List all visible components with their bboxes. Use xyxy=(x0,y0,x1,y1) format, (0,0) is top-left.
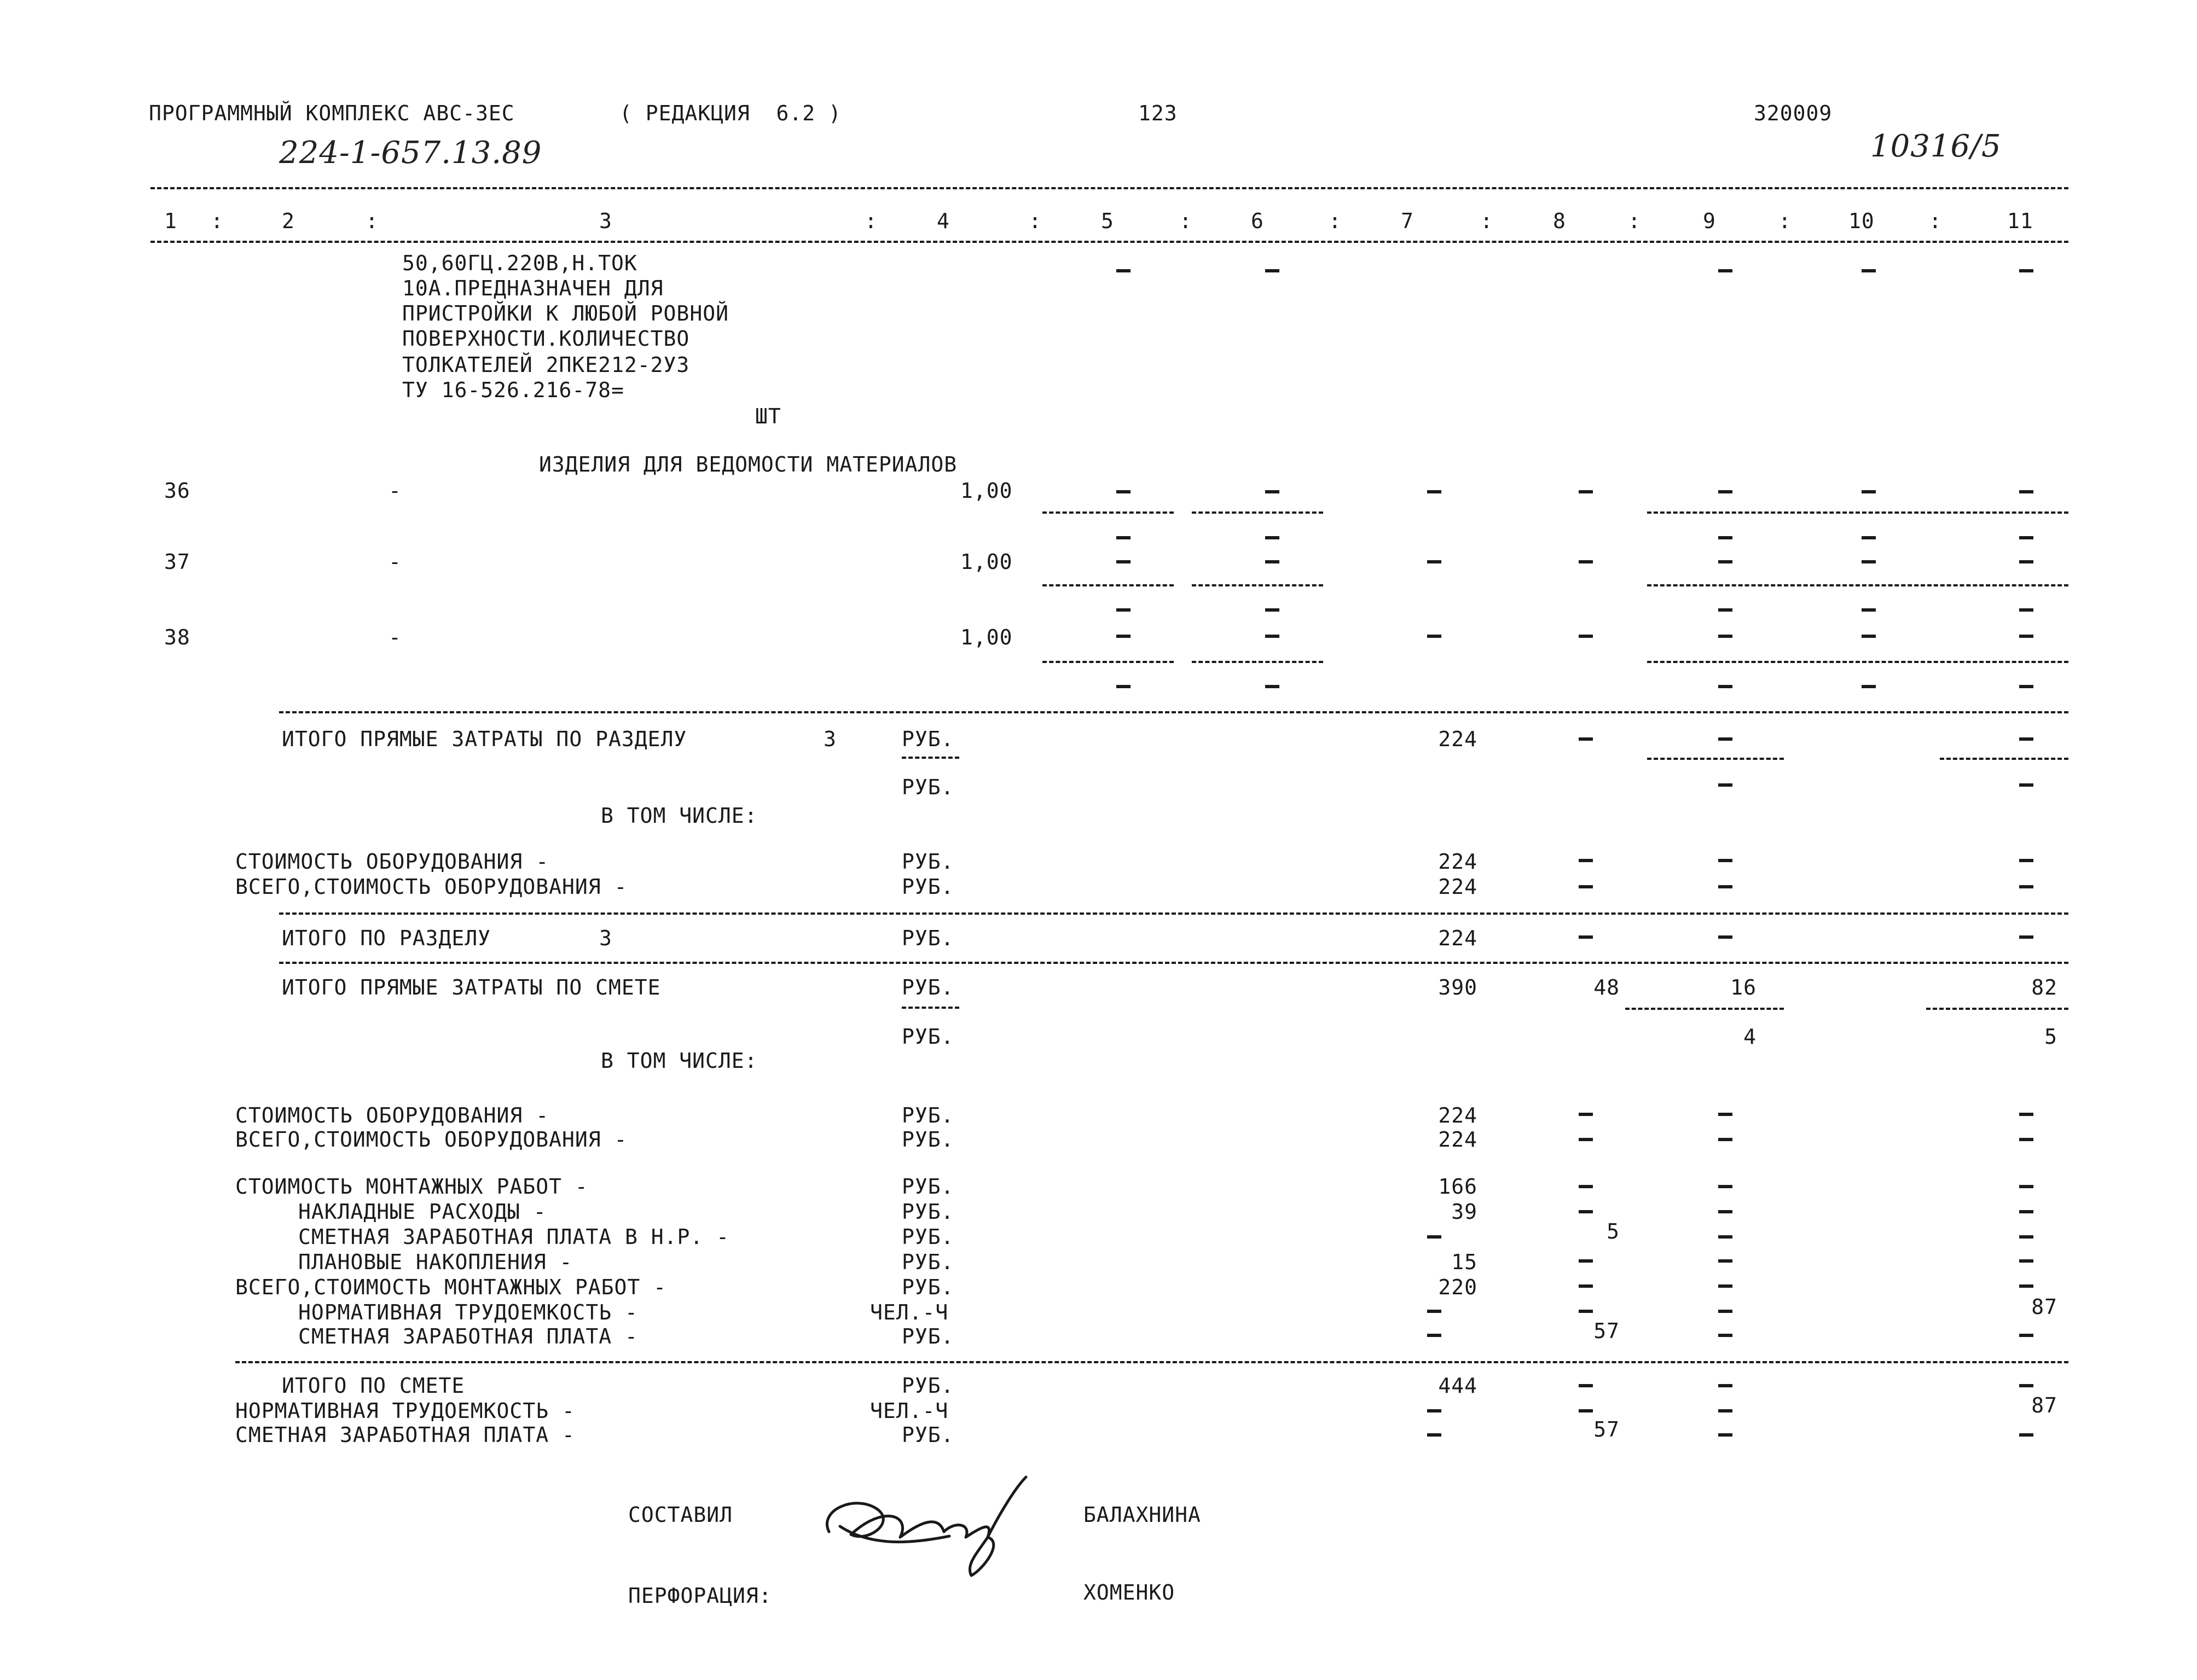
subtotal-rule xyxy=(1192,511,1323,514)
total-label: ПЛАНОВЫЕ НАКОПЛЕНИЯ - xyxy=(298,1250,573,1274)
dash xyxy=(1718,935,1732,939)
signature xyxy=(807,1472,1037,1581)
total-label: ВСЕГО,СТОИМОСТЬ МОНТАЖНЫХ РАБОТ - xyxy=(235,1275,666,1299)
subtotal-rule xyxy=(1647,584,2068,586)
row-quantity: 1,00 xyxy=(960,550,1013,574)
in-that-number-label: В ТОМ ЧИСЛЕ: xyxy=(601,804,758,828)
dash xyxy=(1579,1384,1593,1387)
in-that-number-label: В ТОМ ЧИСЛЕ: xyxy=(601,1049,758,1073)
col-separator: : xyxy=(1329,209,1342,233)
col-separator: : xyxy=(1778,209,1792,233)
dash xyxy=(1862,608,1876,612)
dash xyxy=(1579,1210,1593,1213)
dash xyxy=(1427,1235,1441,1239)
unit-underline xyxy=(902,1007,959,1009)
col-header-5: 5 xyxy=(1101,209,1114,233)
dash xyxy=(2019,490,2033,493)
totals-rule xyxy=(235,1361,2068,1363)
section-number: 3 xyxy=(824,727,837,751)
description-line: ТУ 16-526.216-78= xyxy=(402,378,624,402)
dash xyxy=(1579,1138,1593,1141)
dash xyxy=(1116,560,1131,563)
unit: РУБ. xyxy=(902,1225,954,1249)
dash xyxy=(1265,269,1279,272)
dash xyxy=(1718,1433,1732,1437)
dash xyxy=(1427,1433,1441,1437)
dash xyxy=(2019,1334,2033,1337)
dash xyxy=(1718,536,1732,539)
col7-value: 224 xyxy=(1438,1103,1477,1127)
dash xyxy=(1265,560,1279,563)
col-separator: : xyxy=(1179,209,1192,233)
dash xyxy=(1718,685,1732,688)
dash xyxy=(1718,1384,1732,1387)
unit: РУБ. xyxy=(902,1200,954,1224)
compiled-by-name: БАЛАХНИНА xyxy=(1083,1503,1201,1527)
subtotal-rule xyxy=(1647,511,2068,514)
unit: РУБ. xyxy=(902,926,954,950)
dash xyxy=(2019,1210,2033,1213)
subtotal-rule xyxy=(1042,511,1174,514)
row-quantity: 1,00 xyxy=(960,625,1013,649)
dash xyxy=(1427,560,1441,563)
dash xyxy=(1862,560,1876,563)
dash xyxy=(2019,560,2033,563)
section-heading: ИЗДЕЛИЯ ДЛЯ ВЕДОМОСТИ МАТЕРИАЛОВ xyxy=(539,452,958,476)
total-label: ИТОГО ПРЯМЫЕ ЗАТРАТЫ ПО СМЕТЕ xyxy=(282,975,661,999)
unit: РУБ. xyxy=(902,1423,954,1447)
unit: ЧЕЛ.-Ч xyxy=(870,1399,949,1423)
handwritten-project-number: 224-1-657.13.89 xyxy=(279,135,542,171)
section-number: 3 xyxy=(599,926,612,950)
dash xyxy=(1579,737,1593,741)
dash xyxy=(1718,783,1732,787)
unit: РУБ. xyxy=(902,775,954,799)
dash xyxy=(1718,1138,1732,1141)
dash xyxy=(1579,1284,1593,1288)
dash xyxy=(1862,635,1876,638)
col7-value: 166 xyxy=(1438,1175,1477,1199)
dash xyxy=(1265,536,1279,539)
dash xyxy=(2019,635,2033,638)
col-separator: : xyxy=(1029,209,1042,233)
program-name: ПРОГРАММНЫЙ КОМПЛЕКС АВС-3ЕС xyxy=(149,101,515,125)
dash xyxy=(1116,490,1131,493)
col-separator: : xyxy=(211,209,224,233)
total-label: НОРМАТИВНАЯ ТРУДОЕМКОСТЬ - xyxy=(235,1399,575,1423)
col8-value: 48 xyxy=(1593,975,1620,999)
dash xyxy=(1718,1113,1732,1116)
dash xyxy=(1265,685,1279,688)
col-header-4: 4 xyxy=(937,209,950,233)
dash xyxy=(1718,560,1732,563)
dash xyxy=(2019,269,2033,272)
col11-value: 87 xyxy=(2031,1295,2057,1319)
dash xyxy=(1718,885,1732,888)
dash xyxy=(1579,1185,1593,1188)
totals-rule xyxy=(279,912,2068,915)
unit: РУБ. xyxy=(902,975,954,999)
dash xyxy=(1579,1409,1593,1412)
col7-value: 224 xyxy=(1438,875,1477,899)
row-number: 36 xyxy=(164,479,190,503)
dash xyxy=(1718,1185,1732,1188)
description-line: ТОЛКАТЕЛЕЙ 2ПКЕ212-2У3 xyxy=(402,353,690,377)
col-header-8: 8 xyxy=(1553,209,1566,233)
perforation-name: ХОМЕНКО xyxy=(1083,1580,1175,1605)
dash xyxy=(1718,737,1732,741)
subtotal-rule xyxy=(1647,661,2068,663)
dash xyxy=(1265,490,1279,493)
col7-value: 444 xyxy=(1438,1374,1477,1398)
description-line: ПРИСТРОЙКИ К ЛЮБОЙ РОВНОЙ xyxy=(402,301,729,325)
total-label: ИТОГО ПО РАЗДЕЛУ xyxy=(282,926,491,950)
dash xyxy=(1718,608,1732,612)
dash xyxy=(1718,859,1732,862)
dash xyxy=(2019,1235,2033,1239)
col9-value: 4 xyxy=(1743,1025,1757,1049)
unit: РУБ. xyxy=(902,1250,954,1274)
dash xyxy=(1265,635,1279,638)
col-header-2: 2 xyxy=(282,209,295,233)
description-line: ПОВЕРХНОСТИ.КОЛИЧЕСТВО xyxy=(402,327,690,351)
dash xyxy=(1718,1310,1732,1313)
compiled-by-label: СОСТАВИЛ xyxy=(628,1503,733,1527)
page-number: 123 xyxy=(1138,101,1178,125)
row-col2: - xyxy=(389,550,402,574)
col11-value: 87 xyxy=(2031,1393,2057,1417)
unit: РУБ. xyxy=(902,1275,954,1299)
total-label: СТОИМОСТЬ ОБОРУДОВАНИЯ - xyxy=(235,850,549,874)
subtotal-rule xyxy=(1625,1008,1784,1010)
dash xyxy=(1862,536,1876,539)
dash xyxy=(1116,536,1131,539)
dash xyxy=(1116,685,1131,688)
dash xyxy=(1265,608,1279,612)
total-label: СТОИМОСТЬ МОНТАЖНЫХ РАБОТ - xyxy=(235,1175,588,1199)
totals-rule xyxy=(279,711,2068,713)
dash xyxy=(2019,1259,2033,1263)
col8-value: 57 xyxy=(1593,1319,1620,1343)
col8-value: 5 xyxy=(1607,1219,1620,1243)
dash xyxy=(2019,608,2033,612)
total-label: НОРМАТИВНАЯ ТРУДОЕМКОСТЬ - xyxy=(298,1300,638,1324)
dash xyxy=(1718,635,1732,638)
row-number: 38 xyxy=(164,625,190,649)
subtotal-rule xyxy=(1192,584,1323,586)
handwritten-sheet-number: 10316/5 xyxy=(1870,129,2002,164)
dash xyxy=(1862,685,1876,688)
unit: РУБ. xyxy=(902,727,954,751)
col-separator: : xyxy=(366,209,379,233)
dash xyxy=(1579,1259,1593,1263)
dash xyxy=(1116,608,1131,612)
unit: РУБ. xyxy=(902,1025,954,1049)
col11-value: 82 xyxy=(2031,975,2057,999)
dash xyxy=(2019,1138,2033,1141)
dash xyxy=(1718,1409,1732,1412)
dash xyxy=(1579,1310,1593,1313)
dash xyxy=(2019,536,2033,539)
dash xyxy=(1718,490,1732,493)
unit: РУБ. xyxy=(902,1175,954,1199)
dash xyxy=(1718,269,1732,272)
col-header-3: 3 xyxy=(599,209,612,233)
dash xyxy=(1718,1259,1732,1263)
description-line: 10А.ПРЕДНАЗНАЧЕН ДЛЯ xyxy=(402,276,664,300)
header-rule-bottom xyxy=(150,241,2068,243)
header-rule-top xyxy=(150,187,2068,189)
total-label: СТОИМОСТЬ ОБОРУДОВАНИЯ - xyxy=(235,1103,549,1127)
dash xyxy=(1579,635,1593,638)
totals-rule xyxy=(279,962,2068,964)
col7-value: 224 xyxy=(1438,926,1477,950)
col-separator: : xyxy=(1480,209,1493,233)
dash xyxy=(2019,1384,2033,1387)
dash xyxy=(1427,1334,1441,1337)
col7-value: 15 xyxy=(1451,1250,1477,1274)
dash xyxy=(2019,685,2033,688)
dash xyxy=(1718,1210,1732,1213)
dash xyxy=(2019,1113,2033,1116)
dash xyxy=(1427,490,1441,493)
col-separator: : xyxy=(1929,209,1942,233)
unit: РУБ. xyxy=(902,1127,954,1152)
row-number: 37 xyxy=(164,550,190,574)
col7-value: 220 xyxy=(1438,1275,1477,1299)
col-header-1: 1 xyxy=(164,209,177,233)
dash xyxy=(2019,737,2033,741)
total-label: ВСЕГО,СТОИМОСТЬ ОБОРУДОВАНИЯ - xyxy=(235,875,628,899)
dash xyxy=(2019,885,2033,888)
dash xyxy=(1579,490,1593,493)
col7-value: 224 xyxy=(1438,850,1477,874)
subtotal-rule xyxy=(1042,584,1174,586)
dash xyxy=(1718,1235,1732,1239)
col-header-7: 7 xyxy=(1401,209,1414,233)
dash xyxy=(1579,859,1593,862)
unit: РУБ. xyxy=(902,875,954,899)
dash xyxy=(2019,1433,2033,1437)
col-header-6: 6 xyxy=(1251,209,1264,233)
dash xyxy=(2019,859,2033,862)
col-header-9: 9 xyxy=(1703,209,1716,233)
total-label: СМЕТНАЯ ЗАРАБОТНАЯ ПЛАТА В Н.Р. - xyxy=(298,1225,729,1249)
col-separator: : xyxy=(865,209,878,233)
dash xyxy=(2019,783,2033,787)
subtotal-rule xyxy=(1042,661,1174,663)
total-label: СМЕТНАЯ ЗАРАБОТНАЯ ПЛАТА - xyxy=(298,1324,638,1348)
total-label: СМЕТНАЯ ЗАРАБОТНАЯ ПЛАТА - xyxy=(235,1423,575,1447)
col-header-10: 10 xyxy=(1848,209,1875,233)
col11-value: 5 xyxy=(2044,1025,2057,1049)
dash xyxy=(1862,269,1876,272)
row-col2: - xyxy=(389,479,402,503)
col7-value: 224 xyxy=(1438,727,1477,751)
dash xyxy=(1427,1409,1441,1412)
dash xyxy=(1427,1310,1441,1313)
col8-value: 57 xyxy=(1593,1417,1620,1441)
col-header-11: 11 xyxy=(2007,209,2033,233)
dash xyxy=(2019,1284,2033,1288)
dash xyxy=(1116,269,1131,272)
row-col2: - xyxy=(389,625,402,649)
col-separator: : xyxy=(1628,209,1641,233)
dash xyxy=(2019,1185,2033,1188)
dash xyxy=(1427,635,1441,638)
dash xyxy=(1116,635,1131,638)
total-label: НАКЛАДНЫЕ РАСХОДЫ - xyxy=(298,1200,547,1224)
unit-underline xyxy=(902,757,959,759)
col7-value: 390 xyxy=(1438,975,1477,999)
col7-value: 224 xyxy=(1438,1127,1477,1152)
row-quantity: 1,00 xyxy=(960,479,1013,503)
unit: РУБ. xyxy=(902,1374,954,1398)
total-label: ИТОГО ПО СМЕТЕ xyxy=(282,1374,465,1398)
dash xyxy=(1579,560,1593,563)
document-code: 320009 xyxy=(1754,101,1833,125)
unit: РУБ. xyxy=(902,1103,954,1127)
description-line: 50,60ГЦ.220В,Н.ТОК xyxy=(402,251,637,275)
subtotal-rule xyxy=(1926,1008,2068,1010)
dash xyxy=(1579,1113,1593,1116)
subtotal-rule xyxy=(1940,758,2068,760)
dash xyxy=(1718,1334,1732,1337)
dash xyxy=(2019,935,2033,939)
col7-value: 39 xyxy=(1451,1200,1477,1224)
unit-label: ШТ xyxy=(755,404,781,428)
perforation-label: ПЕРФОРАЦИЯ: xyxy=(628,1584,772,1608)
dash xyxy=(1862,490,1876,493)
dash xyxy=(1579,935,1593,939)
subtotal-rule xyxy=(1192,661,1323,663)
total-label: ИТОГО ПРЯМЫЕ ЗАТРАТЫ ПО РАЗДЕЛУ xyxy=(282,727,687,751)
col9-value: 16 xyxy=(1730,975,1757,999)
unit: ЧЕЛ.-Ч xyxy=(870,1300,949,1324)
subtotal-rule xyxy=(1647,758,1784,760)
dash xyxy=(1579,885,1593,888)
unit: РУБ. xyxy=(902,1324,954,1348)
total-label: ВСЕГО,СТОИМОСТЬ ОБОРУДОВАНИЯ - xyxy=(235,1127,628,1152)
edition: ( РЕДАКЦИЯ 6.2 ) xyxy=(619,101,842,125)
unit: РУБ. xyxy=(902,850,954,874)
dash xyxy=(1718,1284,1732,1288)
